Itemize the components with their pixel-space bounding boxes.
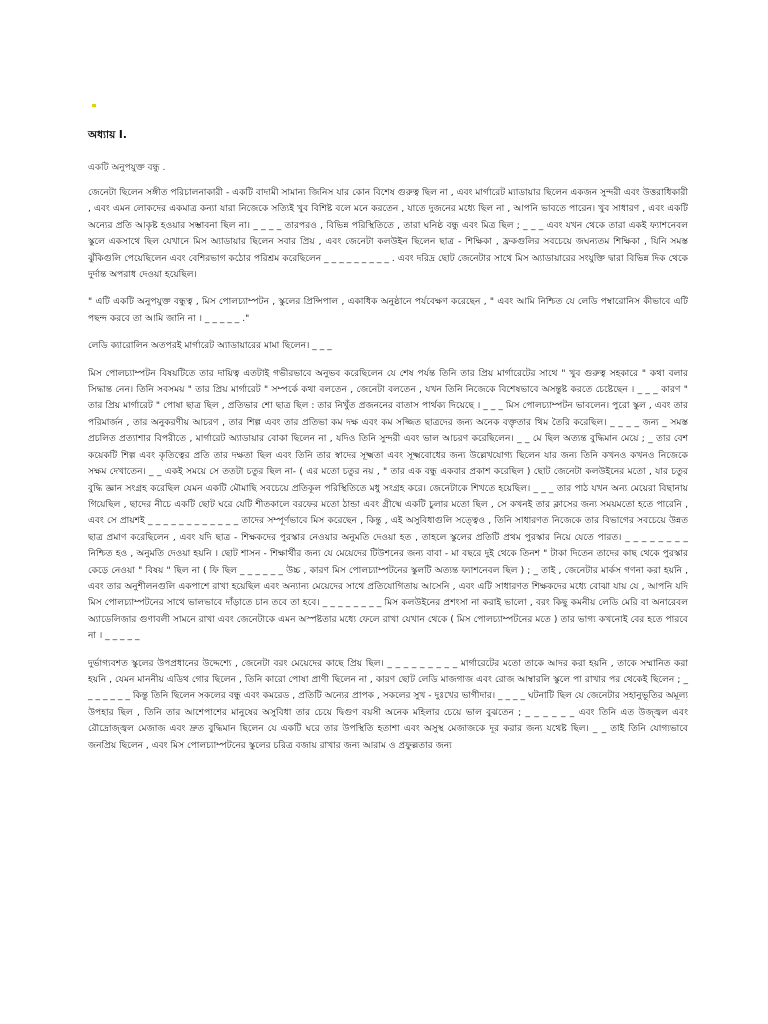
paragraph-3: লেডি ক্যারোলিন অতপরই মার্গারেট অ্যাডায়ারের মামা ছিলেন। _ _ _ bbox=[88, 341, 332, 352]
chapter-title: অধ্যায় I. bbox=[88, 129, 127, 141]
margin-mark bbox=[92, 104, 96, 107]
chapter-subtitle: একটি অনুপযুক্ত বন্ধু . bbox=[88, 163, 166, 173]
document-page bbox=[88, 112, 688, 754]
paragraph-4: মিস পোলচ্যাম্পটন বিষয়টিতে তার দায়িত্ব এতটাই গভীরভাবে অনুভব করেছিলেন যে শেষ পর্যন্ত তিনি তার প্রিয় মার্গারেটের সাথে " খুব গুরুত্ব সহকারে " কথা বলার সিদ্ধান্ত নেন। তিনি সবসময় " তার প্রিয় মার্গারেট " সম্পর্কে কথা বলতেন , জেনেটা বলতেন , যখন তিনি নিজেকে বিশেষভাবে অসন্তুষ্ট করতে চেষ্টেছেন । _ _ _ কারণ " তার প্রিয় মার্গারেট " পোষা ছাত্র ছিল , প্রতিভার শো ছাত্র ছিল : তার নিখুঁত প্রজননের বাতাস পার্থক্য দিয়েছে । _ _ _ মিস পোলচ্যাম্পটন ভাবলেন। পুরো স্কুল , এবং তার পরিমার্জন , তার অনুকরণীয় আচরণ , তার শিল্প এবং তার প্রতিভা কম দক্ষ এবং কম সজ্জিত ছাত্রদের জন্য অনেক বক্তৃতার থিম তৈরি করেছিল। _ _ _ _ জন্য _ সমস্ত প্রচলিত প্রত্যাশার বিপরীতে , মার্গারেট অ্যাডায়ার বোকা ছিলেন না , যদিও তিনি সুন্দরী এবং ভাল আচরণ করেছিলেন। _ _ মে ছিল অত্যন্ত বুদ্ধিমান মেয়ে ; _ তার বেশ কয়েকটি শিল্প এবং কৃতিত্বের প্রতি তার দক্ষতা ছিল এবং তিনি তার স্বাদের সূক্ষ্মতা এবং সূক্ষ্মবোধের জন্য উল্লেখযোগ্য ছিলেন যার জন্য তিনি কখনও কখনও নিজেকে সক্ষম দেখাতেন। _ _ একই সময়ে সে ততটা চতুর ছিল না- ( এর মতো চতুর নয় , " তার এক বন্ধু একবার প্রকাশ করেছিল ) ছোট জেনেটা কলউইনের মতো , যার চতুর বুদ্ধি জ্ঞান সংগ্রহ করেছিল যেমন একটি মৌমাছি সবচেয়ে প্রতিকূল পরিস্থিতিতে মধু সংগ্রহ করে। জেনেটাকে শিখতে হয়েছিল। _ _ _ তার পাঠ যখন অন্য মেয়েরা বিছানায় গিয়েছিল , ছাদের নীচে একটি ছোট ঘরে যেটি শীতকালে বরফের মতো ঠান্ডা এবং গ্রীষ্মে একটি চুলার মতো ছিল , সে কখনই তার ক্লাসের জন্য সময়মতো হতে পারেনি , এবং সে প্রায়শই _ _ _ _ _ _ _ _ _ _ _ _ তাদের সম্পূর্ণভাবে মিস করেছেন , কিন্তু , এই অসুবিধাগুলি সত্ত্বেও , তিনি সাধারণত নিজেকে তার বিভাগের সবচেয়ে উন্নত ছাত্র প্রমাণ করেছিলেন , এবং যদি ছাত্র - শিক্ষকদের পুরস্কার নেওয়ার অনুমতি দেওয়া হত , তাহলে স্কুলের প্রতিটি প্রথম পুরস্কার নিয়ে যেতে পারত। _ _ _ _ _ _ _ _ নিশ্চিত হও , অনুমতি দেওয়া হয়নি । ছোট শাসন - শিক্ষার্থীর জন্য যে মেয়েদের টিউশনের জন্য বাবা - মা বছরে দুই থেকে তিনশ " টাকা দিতেন তাদের কাছ থেকে পুরস্কার কেড়ে নেওয়া " বিষয় " ছিল না ( ফি ছিল _ _ _ _ _ _ উচ্চ , কারণ মিস পোলচ্যাম্পটনের স্কুলটি অত্যন্ত ফ্যাশনেবল ছিল ) ; _ তাই , জেনেটার মার্কস গণনা করা হয়নি , এবং তার অনুশীলনগুলি একপাশে রাখা হয়েছিল এবং অন্যান্য মেয়েদের সাথে প্রতিযোগিতায় আসেনি , এবং এটি সাধারণত শিক্ষকদের মধ্যে বোঝা যায় যে , আপনি যদি মিস পোলচ্যাম্পটনের সাথে ভালভাবে দাঁড়াতে চান তবে তা হবে। _ _ _ _ _ _ _ _ মিস কলউইনের প্রশংসা না করাই ভালো , বরং কিছু কমনীয় লেডি মেরি বা অনারেবল অ্যাডেলিজার গুণাবলী সামনে রাখা এবং জেনেটাকে এমন অস্পষ্টতার মধ্যে ফেলে রাখা যেখান থেকে ( মিস পোলচ্যাম্পটনের মতে ) তার ভাগ্য কখনোই বের হতে পারবে না । _ _ _ _ _ bbox=[88, 368, 689, 642]
paragraph-5: দুর্ভাগ্যবশত স্কুলের উপপ্রধানের উদ্দেশ্যে , জেনেটা বরং মেয়েদের কাছে প্রিয় ছিল। _ _ _ _ _ _ _ _ _ মার্গারেটের মতো তাকে আদর করা হয়নি , তাকে সম্মানিত করা হয়নি , যেমন মাননীয় এডিথ গোর ছিলেন , তিনি কারো পোষা প্রাণী ছিলেন না , কারণ ছোট লেডি মাজগাজ এবং রোজ আম্বারলি স্কুলে পা রাখার পর থেকেই ছিলেন ; _ _ _ _ _ _ _ কিন্তু তিনি ছিলেন সকলের বন্ধু এবং কমরেড , প্রতিটি অন্যের প্রাপক , সকলের সুখ - দুঃখের ভাগীদার। _ _ _ _ ঘটনাটি ছিল যে জেনেটার সহানুভূতির অমূল্য উপহার ছিল , তিনি তার আশেপাশের মানুষের অসুবিধা তার চেয়ে দ্বিগুণ বয়সী অনেক মহিলার চেয়ে ভাল বুঝতেন ; _ _ _ _ _ _ এবং তিনি এত উজ্জ্বল এবং রৌদ্রোজ্জ্বল মেজাজ এবং দ্রুত বুদ্ধিমান ছিলেন যে একটি ঘরে তার উপস্থিতি হতাশা এবং অসুস্থ মেজাজকে দূর করার জন্য যথেষ্ট ছিল। _ _ তাই তিনি যোগ্যভাবে জনপ্রিয় ছিলেন , এবং মিস পোলচ্যাম্পটনের স্কুলের চরিত্র বজায় রাখার জন্য আরাম ও প্রফুল্লতার জন্য bbox=[88, 658, 688, 751]
paragraph-2: " এটি একটি অনুপযুক্ত বন্ধুত্ব , মিস পোলচ্যাম্পটন , স্কুলের প্রিন্সিপাল , একাধিক অনুষ্ঠানে পর্যবেক্ষণ করেছেন , " এবং আমি নিশ্চিত যে লেডি পম্বারোনিস কীভাবে এটি পছন্দ করবে তা আমি জানি না । _ _ _ _ _ ." bbox=[88, 297, 688, 324]
paragraph-1: জেনেটা ছিলেন সঙ্গীত পরিচালনাকারী - একটি বাদামী সামান্য জিনিস যার কোন বিশেষ গুরুত্ব ছিল না , এবং মার্গারেট ম্যাডায়ার ছিলেন একজন সুন্দরী এবং উত্তরাধিকারী , এবং এমন লোকদের একমাত্র কন্যা যারা নিজেকে সত্যিই খুব বিশিষ্ট বলে মনে করতেন , যাতে দুজনের মধ্যে ছিল না , আপনি ভাবতে পারেন। খুব সাধারণ , এবং একটি অন্যের প্রতি আকৃষ্ট হওয়ার সম্ভাবনা ছিল না। _ _ _ _ তারপরও , বিভিন্ন পরিস্থিতিতে , তারা ঘনিষ্ঠ বন্ধু এবং মিত্র ছিল ; _ _ _ এবং যখন থেকে তারা একই ফ্যাশনেবল স্কুলে একসাথে ছিল যেখানে মিস অ্যাডায়ার ছিলেন সবার প্রিয় , এবং জেনেটা কলউইন ছিলেন ছাত্র - শিক্ষিকা , ফ্রকগুলির সবচেয়ে জঘন্যতম শিক্ষিকা , যিনি সমস্ত ঝুঁকিগুলি পেয়েছিলেন এবং বেশিরভাগ কঠোর পরিশ্রম করেছিলেন _ _ _ _ _ _ _ _ _ . এবং দরিদ্র ছোট জেনেটার সাথে মিস অ্যাডায়ারের সংযুক্তি দ্বারা বিভিন্ন দিক থেকে দুর্দান্ত অপরাধ দেওয়া হয়েছিল। bbox=[88, 188, 688, 281]
